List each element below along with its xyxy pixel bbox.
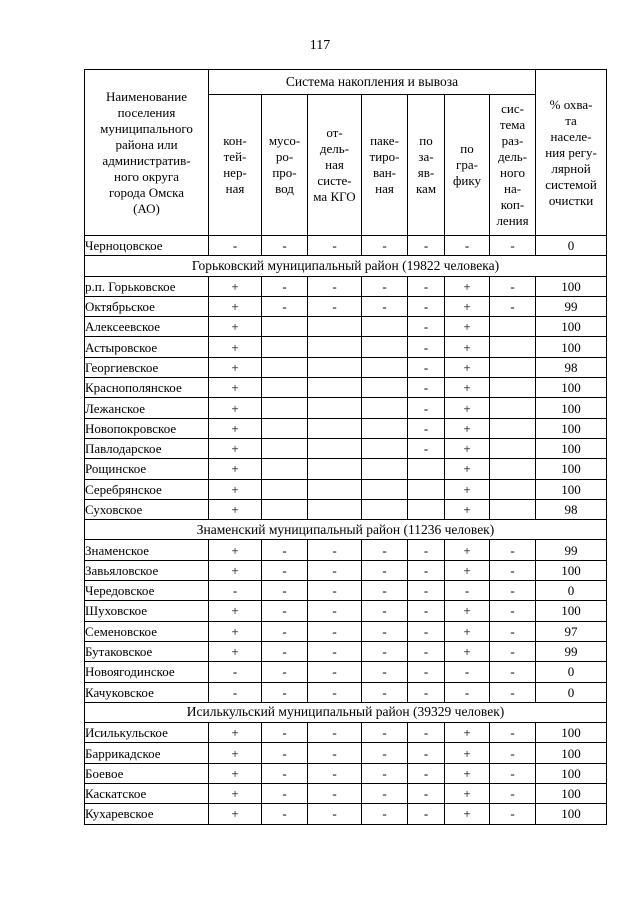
district-title: Горьковский муниципальный район (19822 человека) [85,256,607,276]
system-value-cell: - [308,540,362,560]
table-row [85,641,607,661]
system-value-cell: - [308,743,362,763]
system-value-cell [262,378,308,398]
coverage-percent-cell: 100 [536,479,607,499]
system-value-cell: + [209,723,262,743]
header-coverage-percent: % охва- та населе- ния регу- лярной системой очистки [536,70,607,236]
system-value-cell: - [362,662,408,682]
table-row [85,438,607,458]
table-row [85,560,607,580]
system-value-cell: - [490,236,536,256]
coverage-percent-cell: 100 [536,601,607,621]
system-value-cell [308,438,362,458]
system-value-cell: - [445,236,490,256]
system-value-cell [362,438,408,458]
system-value-cell: + [209,276,262,296]
table-row [85,337,607,357]
table-row [85,236,607,256]
system-value-cell: - [408,621,445,641]
system-value-cell: - [445,581,490,601]
system-value-cell: - [308,581,362,601]
system-value-cell [490,357,536,377]
system-value-cell: - [408,804,445,824]
coverage-percent-cell: 0 [536,581,607,601]
system-value-cell: + [209,378,262,398]
system-value-cell [490,398,536,418]
system-value-cell: + [209,398,262,418]
system-value-cell [362,479,408,499]
settlement-name-cell: Качуковское [85,682,209,702]
system-value-cell: - [362,784,408,804]
system-value-cell: - [209,236,262,256]
header-settlement-name: Наименование поселения муниципального района или административ- ного округа города Омска (АО) [85,70,209,236]
system-value-cell: - [490,763,536,783]
table-row [85,784,607,804]
system-value-cell: - [209,662,262,682]
system-value-cell: - [262,540,308,560]
system-value-cell: - [408,337,445,357]
system-value-cell: + [209,337,262,357]
system-value-cell: - [262,560,308,580]
coverage-percent-cell: 100 [536,804,607,824]
table-row [85,581,607,601]
header-by-schedule: по гра- фику [445,95,490,236]
settlement-name-cell: Боевое [85,763,209,783]
settlement-name-cell: Исилькульское [85,723,209,743]
system-value-cell [308,459,362,479]
system-value-cell: + [209,763,262,783]
system-value-cell [490,418,536,438]
system-value-cell: - [408,723,445,743]
system-value-cell: + [445,499,490,519]
system-value-cell: - [445,682,490,702]
system-value-cell: - [362,621,408,641]
settlement-name-cell: Шуховское [85,601,209,621]
settlement-name-cell: Рощинское [85,459,209,479]
system-value-cell: - [362,276,408,296]
system-value-cell: - [362,641,408,661]
coverage-percent-cell: 99 [536,641,607,661]
system-value-cell [490,499,536,519]
system-value-cell: - [209,682,262,702]
system-value-cell: + [445,621,490,641]
settlement-name-cell: Новоягодинское [85,662,209,682]
system-value-cell: - [408,317,445,337]
settlement-name-cell: Семеновское [85,621,209,641]
page-number: 117 [309,38,331,53]
system-value-cell: - [490,723,536,743]
system-value-cell [308,499,362,519]
system-value-cell: - [490,560,536,580]
header-separate-collection: сис- тема раз- дель- ного на- коп- ления [490,95,536,236]
coverage-percent-cell: 0 [536,682,607,702]
coverage-percent-cell: 0 [536,662,607,682]
system-value-cell: - [408,682,445,702]
system-value-cell: + [209,540,262,560]
system-value-cell: - [490,601,536,621]
system-value-cell [408,459,445,479]
system-value-cell: - [408,236,445,256]
system-value-cell: - [490,581,536,601]
system-value-cell: - [490,296,536,316]
system-value-cell: - [308,276,362,296]
header-container: кон- тей- нер- ная [209,95,262,236]
system-value-cell: - [362,682,408,702]
system-value-cell: - [262,581,308,601]
coverage-percent-cell: 100 [536,337,607,357]
coverage-percent-cell: 99 [536,540,607,560]
system-value-cell: + [445,459,490,479]
settlement-name-cell: Кухаревское [85,804,209,824]
system-value-cell [490,337,536,357]
system-value-cell: + [209,784,262,804]
system-value-cell: - [362,236,408,256]
system-value-cell: - [408,601,445,621]
system-value-cell: - [308,784,362,804]
system-value-cell [262,317,308,337]
system-value-cell: - [262,236,308,256]
system-value-cell [308,317,362,337]
system-value-cell: + [209,641,262,661]
system-value-cell: - [262,641,308,661]
system-value-cell [308,378,362,398]
system-value-cell [490,459,536,479]
coverage-percent-cell: 98 [536,499,607,519]
system-value-cell: - [362,601,408,621]
settlement-name-cell: Лежанское [85,398,209,418]
system-value-cell: + [445,418,490,438]
district-header-row [85,256,607,276]
table-row [85,723,607,743]
system-value-cell: + [445,378,490,398]
coverage-percent-cell: 100 [536,743,607,763]
system-value-cell: - [262,621,308,641]
system-value-cell: - [308,641,362,661]
system-value-cell: - [262,662,308,682]
table-row [85,743,607,763]
system-value-cell: - [490,804,536,824]
coverage-percent-cell: 0 [536,236,607,256]
system-value-cell: - [362,743,408,763]
table-row [85,418,607,438]
system-value-cell: - [490,540,536,560]
header-collection-system: Система накопления и вывоза [209,70,536,95]
district-title: Исилькульский муниципальный район (39329 человек) [85,702,607,722]
settlement-name-cell: Георгиевское [85,357,209,377]
table-row [85,459,607,479]
settlement-name-cell: Бутаковское [85,641,209,661]
settlement-name-cell: Завьяловское [85,560,209,580]
system-value-cell: - [408,357,445,377]
settlement-name-cell: Суховское [85,499,209,519]
system-value-cell: - [362,560,408,580]
system-value-cell: - [408,784,445,804]
system-value-cell: - [490,276,536,296]
system-value-cell: + [445,804,490,824]
system-value-cell: + [209,560,262,580]
system-value-cell: + [445,540,490,560]
system-value-cell: + [209,621,262,641]
system-value-cell: - [362,723,408,743]
table-header [85,70,607,236]
system-value-cell [262,479,308,499]
system-value-cell: - [490,662,536,682]
system-value-cell: - [262,601,308,621]
system-value-cell: - [308,682,362,702]
system-value-cell [262,357,308,377]
settlement-name-cell: Серебрянское [85,479,209,499]
system-value-cell [362,398,408,418]
system-value-cell: - [308,804,362,824]
system-value-cell: - [408,743,445,763]
system-value-cell: - [408,662,445,682]
system-value-cell: - [362,296,408,316]
system-value-cell: + [445,276,490,296]
header-bulky-waste-system: от- дель- ная систе- ма КГО [308,95,362,236]
table-row [85,357,607,377]
system-value-cell: - [308,296,362,316]
system-value-cell [262,398,308,418]
system-value-cell: + [445,763,490,783]
system-value-cell: - [262,743,308,763]
table-row [85,378,607,398]
system-value-cell: + [209,296,262,316]
settlement-name-cell: Астыровское [85,337,209,357]
system-value-cell: - [408,581,445,601]
table-row [85,763,607,783]
table-row [85,479,607,499]
coverage-percent-cell: 98 [536,357,607,377]
settlement-name-cell: Каскатское [85,784,209,804]
coverage-percent-cell: 100 [536,317,607,337]
table-row [85,540,607,560]
system-value-cell: - [408,398,445,418]
system-value-cell: - [408,641,445,661]
settlement-name-cell: Черноцовское [85,236,209,256]
system-value-cell: - [262,723,308,743]
system-value-cell: - [362,763,408,783]
system-value-cell: - [490,784,536,804]
settlement-name-cell: р.п. Горьковское [85,276,209,296]
waste-collection-table [84,69,607,825]
table-row [85,276,607,296]
header-garbage-chute: мусо- ро- про- вод [262,95,308,236]
settlement-name-cell: Павлодарское [85,438,209,458]
settlement-name-cell: Краснополянское [85,378,209,398]
system-value-cell [262,459,308,479]
system-value-cell: + [209,743,262,763]
system-value-cell: - [308,763,362,783]
system-value-cell: + [209,459,262,479]
header-packaged: паке- тиро- ван- ная [362,95,408,236]
system-value-cell [308,479,362,499]
system-value-cell [308,418,362,438]
system-value-cell: - [262,784,308,804]
system-value-cell: - [308,621,362,641]
system-value-cell: - [262,804,308,824]
system-value-cell: - [490,743,536,763]
system-value-cell: + [445,398,490,418]
system-value-cell: - [408,540,445,560]
system-value-cell [362,378,408,398]
system-value-cell: + [445,560,490,580]
system-value-cell [262,337,308,357]
table-row [85,499,607,519]
system-value-cell [490,438,536,458]
system-value-cell: - [209,581,262,601]
system-value-cell: - [490,682,536,702]
system-value-cell: + [445,357,490,377]
system-value-cell [362,357,408,377]
system-value-cell: + [209,479,262,499]
settlement-name-cell: Знаменское [85,540,209,560]
system-value-cell: - [408,378,445,398]
coverage-percent-cell: 100 [536,398,607,418]
system-value-cell [362,418,408,438]
system-value-cell [490,378,536,398]
system-value-cell: + [445,296,490,316]
system-value-cell: - [362,540,408,560]
system-value-cell: + [445,641,490,661]
system-value-cell: - [408,276,445,296]
coverage-percent-cell: 100 [536,459,607,479]
table-row [85,621,607,641]
system-value-cell: + [209,357,262,377]
system-value-cell [362,337,408,357]
system-value-cell: + [209,804,262,824]
system-value-cell: - [308,560,362,580]
system-value-cell [408,499,445,519]
system-value-cell [262,418,308,438]
coverage-percent-cell: 100 [536,763,607,783]
district-header-row [85,520,607,540]
system-value-cell: - [408,438,445,458]
system-value-cell: + [209,601,262,621]
coverage-percent-cell: 100 [536,723,607,743]
system-value-cell [408,479,445,499]
table-body [85,236,607,825]
system-value-cell [308,337,362,357]
system-value-cell: + [209,317,262,337]
settlement-name-cell: Октябрьское [85,296,209,316]
table-row [85,682,607,702]
system-value-cell [308,398,362,418]
system-value-cell [362,499,408,519]
system-value-cell: - [490,641,536,661]
system-value-cell: + [209,418,262,438]
district-title: Знаменский муниципальный район (11236 человек) [85,520,607,540]
system-value-cell: + [209,438,262,458]
system-value-cell [262,438,308,458]
system-value-cell: - [408,763,445,783]
system-value-cell: - [262,682,308,702]
system-value-cell: - [362,581,408,601]
table-row [85,601,607,621]
system-value-cell: + [445,479,490,499]
system-value-cell: - [445,662,490,682]
settlement-name-cell: Чередовское [85,581,209,601]
system-value-cell: - [308,723,362,743]
system-value-cell: - [262,276,308,296]
system-value-cell: + [445,317,490,337]
system-value-cell: + [445,743,490,763]
settlement-name-cell: Баррикадское [85,743,209,763]
system-value-cell: - [362,804,408,824]
system-value-cell: - [262,296,308,316]
system-value-cell [362,317,408,337]
system-value-cell: + [445,723,490,743]
system-value-cell: - [408,560,445,580]
coverage-percent-cell: 100 [536,418,607,438]
settlement-name-cell: Новопокровское [85,418,209,438]
system-value-cell: + [445,601,490,621]
system-value-cell: - [308,601,362,621]
system-value-cell: + [445,337,490,357]
system-value-cell: - [308,236,362,256]
table-row [85,317,607,337]
system-value-cell: - [408,418,445,438]
system-value-cell [262,499,308,519]
system-value-cell [308,357,362,377]
district-header-row [85,702,607,722]
table-row [85,804,607,824]
system-value-cell [490,317,536,337]
system-value-cell: + [209,499,262,519]
header-by-request: по за- яв- кам [408,95,445,236]
system-value-cell: - [408,296,445,316]
coverage-percent-cell: 97 [536,621,607,641]
coverage-percent-cell: 100 [536,438,607,458]
coverage-percent-cell: 100 [536,784,607,804]
coverage-percent-cell: 100 [536,560,607,580]
table-row [85,398,607,418]
coverage-percent-cell: 100 [536,276,607,296]
table-row [85,662,607,682]
system-value-cell: - [308,662,362,682]
coverage-percent-cell: 99 [536,296,607,316]
system-value-cell: + [445,784,490,804]
settlement-name-cell: Алексеевское [85,317,209,337]
system-value-cell: + [445,438,490,458]
table-row [85,296,607,316]
system-value-cell [490,479,536,499]
system-value-cell: - [262,763,308,783]
system-value-cell: - [490,621,536,641]
coverage-percent-cell: 100 [536,378,607,398]
system-value-cell [362,459,408,479]
